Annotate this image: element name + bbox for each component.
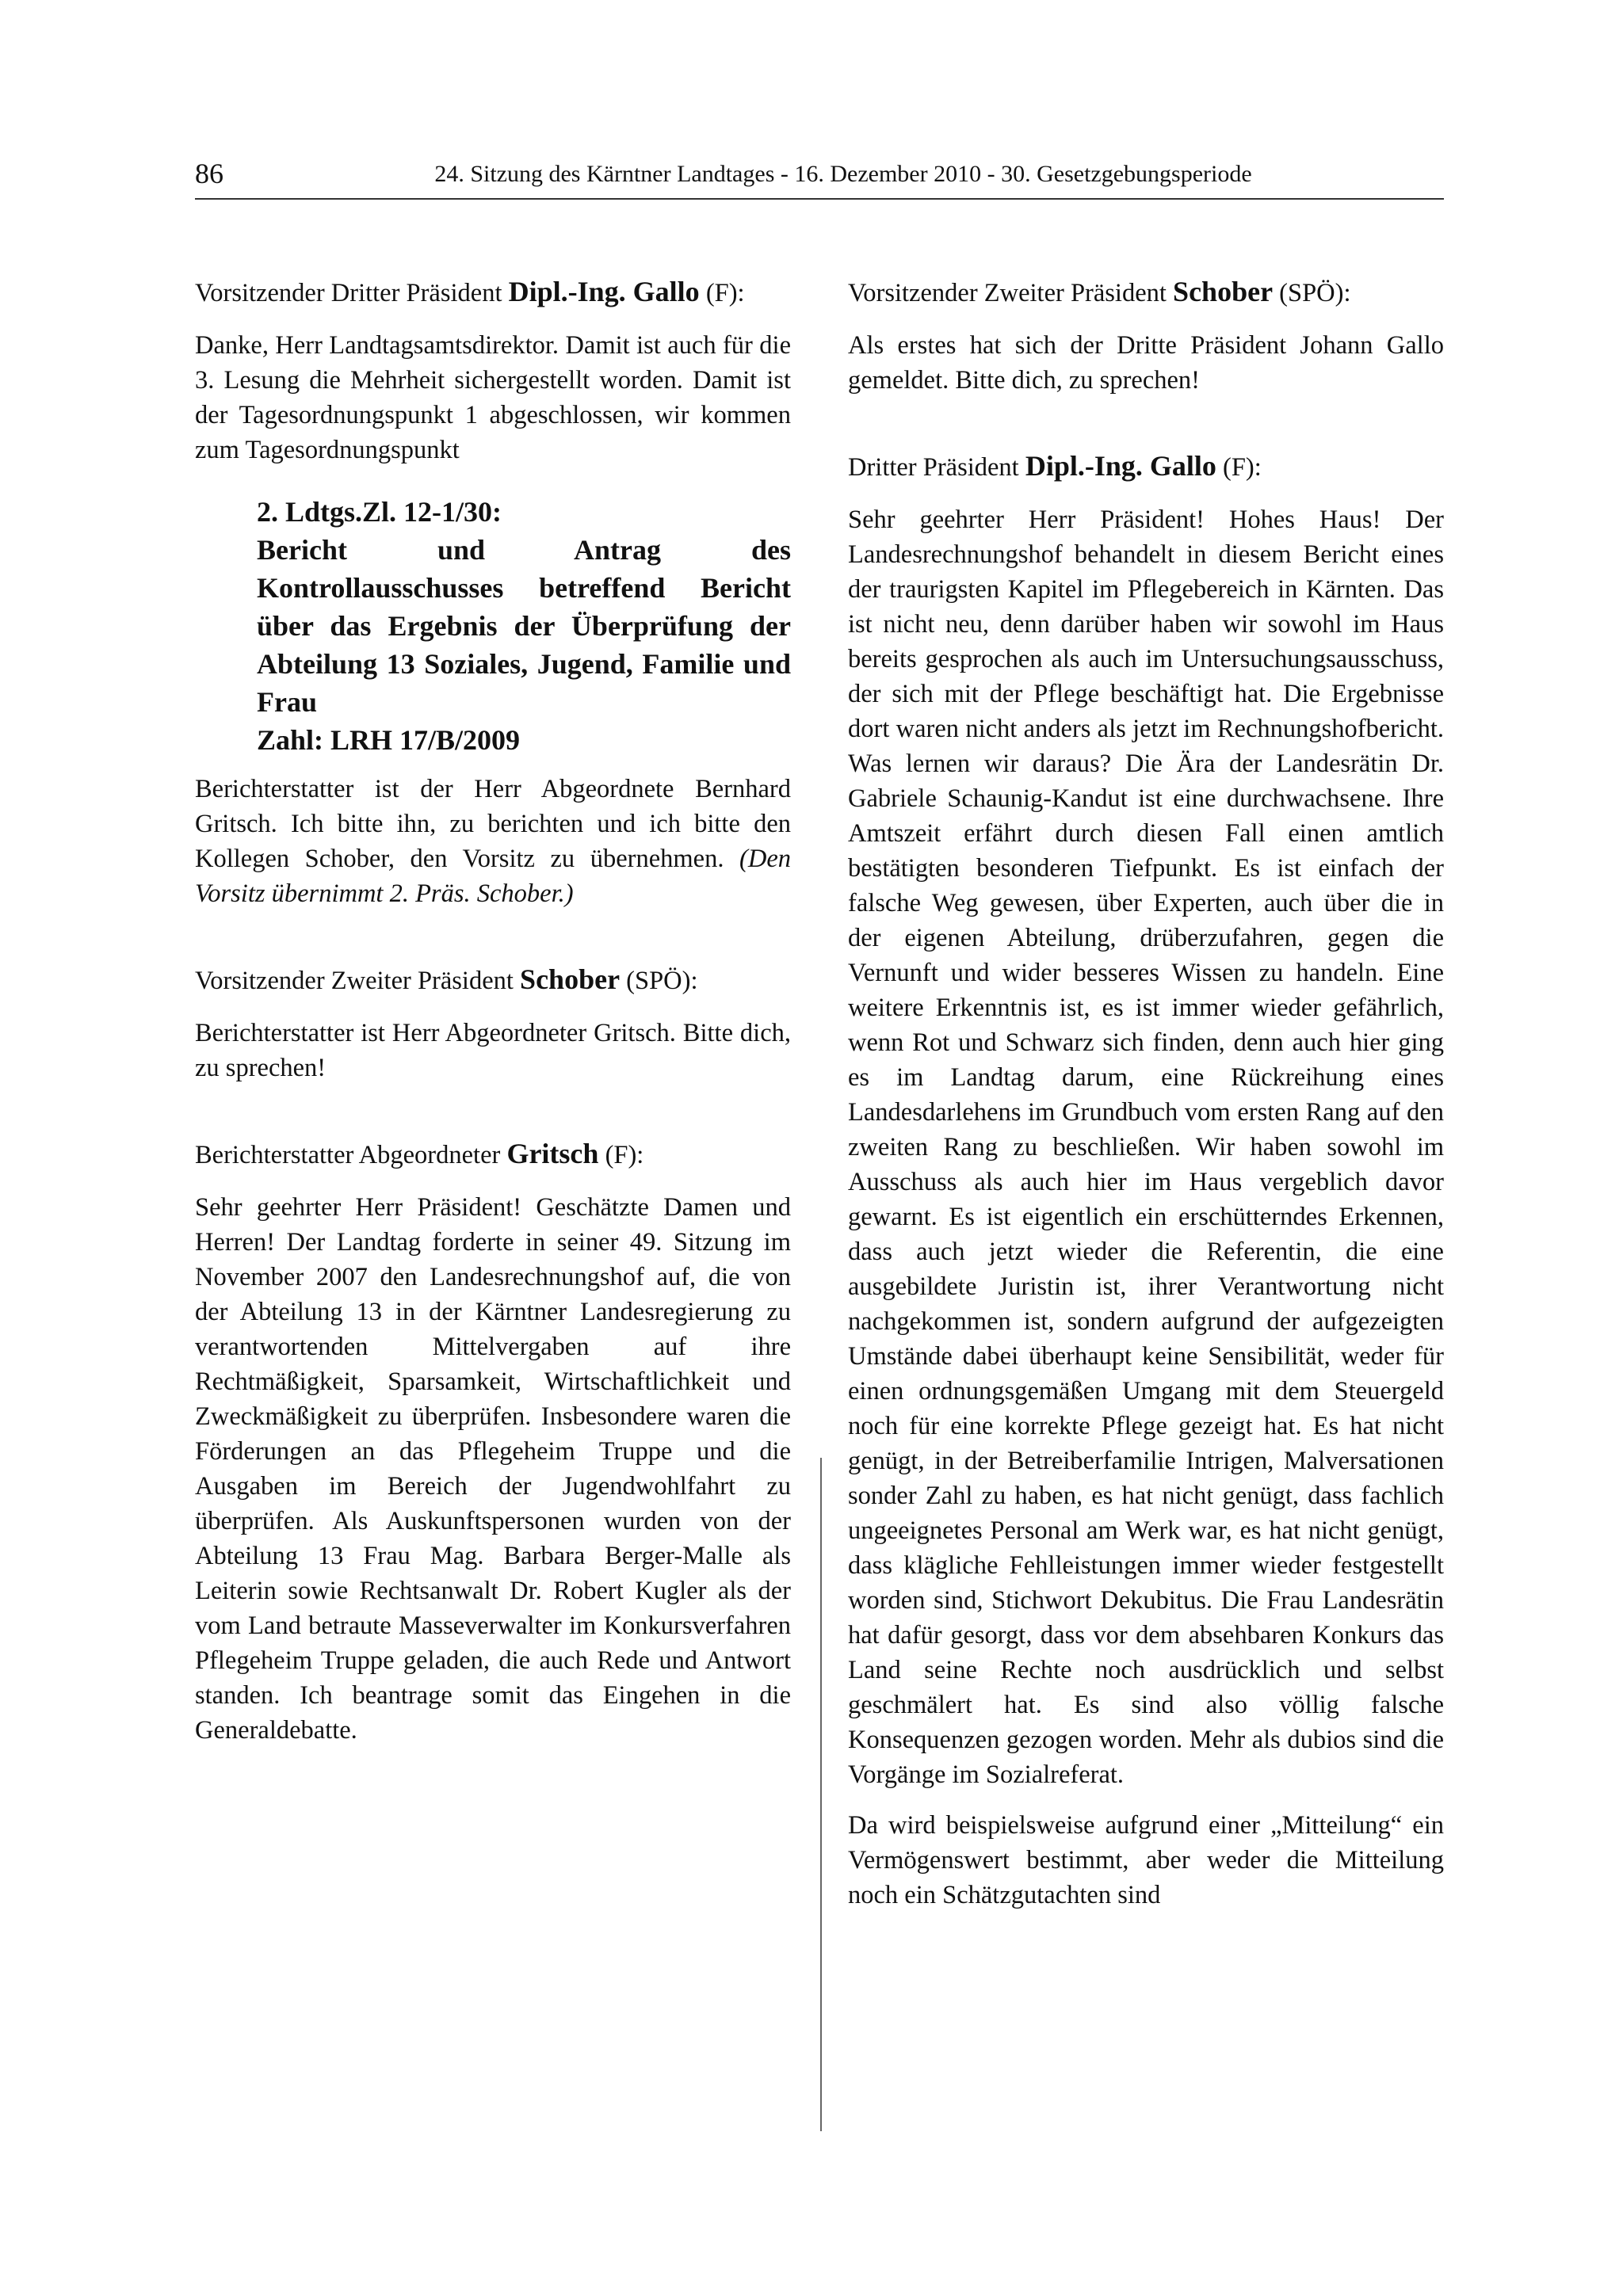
speaker-party: (F): [598,1141,644,1169]
speaker-role: Vorsitzender Dritter Präsident [195,279,509,307]
speaker-heading [195,962,791,998]
speaker-role: Vorsitzender Zweiter Präsident [195,967,521,995]
right-column [848,274,1444,1928]
speaker-name: Dipl.-Ing. Gallo [508,276,700,307]
speaker-name: Dipl.-Ing. Gallo [1025,450,1216,482]
agenda-reference: Zahl: LRH 17/B/2009 [257,724,521,756]
speaker-name: Schober [520,963,621,995]
speaker-party: (SPÖ): [1273,279,1351,307]
column-divider [820,1458,822,2131]
paragraph: Berichterstatter ist Herr Abgeordneter Gritsch. Bitte dich, zu sprechen! [195,1019,791,1082]
paragraph: Danke, Herr Landtagsamtsdirektor. Damit ist auch für die 3. Lesung die Mehrheit sichergestellt worden. Damit ist der Tagesordnungspunkt 1 abgeschlossen, wir kommen zum Tagesordnungspunkt [195,331,791,464]
paragraph: Als erstes hat sich der Dritte Präsident Johann Gallo gemeldet. Bitte dich, zu sprechen! [848,331,1444,395]
speaker-heading [195,274,791,311]
paragraph: Da wird beispielsweise aufgrund einer „Mitteilung“ ein Vermögenswert bestimmt, aber weder die Mitteilung noch ein Schätzgutachten sind [848,1811,1444,1909]
speaker-party: (F): [1216,453,1262,482]
speaker-role: Dritter Präsident [848,453,1025,482]
paragraph [195,772,791,911]
speaker-heading [848,448,1444,485]
agenda-title: Bericht und Antrag des Kontrollausschusses betreffend Bericht über das Ergebnis der Überprüfung der Abteilung 13 Soziales, Jugend, Familie und Frau [257,534,791,718]
left-column [195,274,791,1764]
paragraph: Sehr geehrter Herr Präsident! Geschätzte Damen und Herren! Der Landtag forderte in seiner 49. Sitzung im November 2007 den Landesrechnungshof auf, die von der Abteilung 13 in der Kärntner Landesregierung zu verantwortenden Mittelvergaben auf ihre Rechtmäßigkeit, Sparsamkeit, Wirtschaftlichkeit und Zweckmäßigkeit zu überprüfen. Insbesondere waren die Förderungen an das Pflegeheim Truppe und die Ausgaben im Bereich der Jugendwohlfahrt zu überprüfen. Als Auskunftspersonen wurden von der Abteilung 13 Frau Mag. Barbara Berger-Malle als Leiterin sowie Rechtsanwalt Dr. Robert Kugler als der vom Land betraute Masseverwalter im Konkursverfahren Pflegeheim Truppe geladen, die auch Rede und Antwort standen. Ich beantrage somit das Eingehen in die Generaldebatte. [195,1193,791,1745]
page-number: 86 [195,158,223,189]
agenda-item [257,493,791,759]
running-title: 24. Sitzung des Kärntner Landtages - 16. Dezember 2010 - 30. Gesetzgebungsperiode [434,161,1252,187]
paragraph: Sehr geehrter Herr Präsident! Hohes Haus! Der Landesrechnungshof behandelt in diesem Bericht eines der traurigsten Kapitel im Pflegebereich in Kärnten. Das ist nicht neu, denn darüber haben wir sowohl im Haus bereits gesprochen als auch im Untersuchungsausschuss, der sich mit der Pflege beschäftigt hat. Die Ergebnisse dort waren nicht anders als jetzt im Rechnungshofbericht. Was lernen wir daraus? Die Ära der Landesrätin Dr. Gabriele Schaunig-Kandut ist eine durchwachsene. Ihre Amtszeit erfährt durch diesen Fall einen amtlich bestätigten besonderen Tiefpunkt. Es ist einfach der falsche Weg gewesen, über Experten, auch über die in der eigenen Abteilung, drüberzufahren, gegen die Vernunft und wider besseres Wissen zu handeln. Eine weitere Erkenntnis ist, es ist immer wieder gefährlich, wenn Rot und Schwarz sich finden, denn auch hier ging es im Landtag darum, eine Rückreihung eines Landesdarlehens im Grundbuch vom ersten Rang auf den zweiten Rang zu beschließen. Wir haben sowohl im Ausschuss als auch hier im Haus vergeblich davor gewarnt. Es ist eigentlich ein erschütterndes Erkennen, dass auch jetzt wieder die Referentin, die eine ausgebildete Juristin ist, ihrer Verantwortung nicht nachgekommen ist, sondern aufgrund der aufgezeigten Umstände dabei überhaupt keine Sensibilität, weder für einen ordnungsgemäßen Umgang mit dem Steuergeld noch für eine korrekte Pflege gezeigt hat. Es hat nicht genügt, in der Betreiberfamilie Intrigen, Malversationen sonder Zahl zu haben, es hat nicht genügt, dass fachlich ungeeignetes Personal am Werk war, es hat nicht genügt, dass klägliche Fehlleistungen immer wieder festgestellt worden sind, Stichwort Dekubitus. Die Frau Landesrätin hat dafür gesorgt, dass vor dem absehbaren Konkurs das Land seine Rechte noch ausdrücklich und selbst geschmälert hat. Es sind also völlig falsche Konsequenzen gezogen worden. Mehr als dubios sind die Vorgänge im Sozialreferat. [848,505,1444,1789]
speaker-party: (F): [699,279,745,307]
speaker-role: Vorsitzender Zweiter Präsident [848,279,1174,307]
speaker-heading [195,1136,791,1173]
stage-direction: (Den Vorsitz übernimmt 2. Präs. Schober.) [195,845,791,908]
paragraph-text: Berichterstatter ist der Herr Abgeordnete Bernhard Gritsch. Ich bitte ihn, zu berichten und ich bitte den Kollegen Schober, den Vorsitz zu übernehmen. [195,775,791,873]
speaker-heading [848,274,1444,311]
speaker-name: Gritsch [506,1138,599,1169]
speaker-party: (SPÖ): [620,967,698,995]
speaker-role: Berichterstatter Abgeordneter [195,1141,507,1169]
agenda-number: 2. Ldtgs.Zl. 12-1/30: [257,496,502,528]
speaker-name: Schober [1173,276,1274,307]
page-header [195,155,1444,200]
